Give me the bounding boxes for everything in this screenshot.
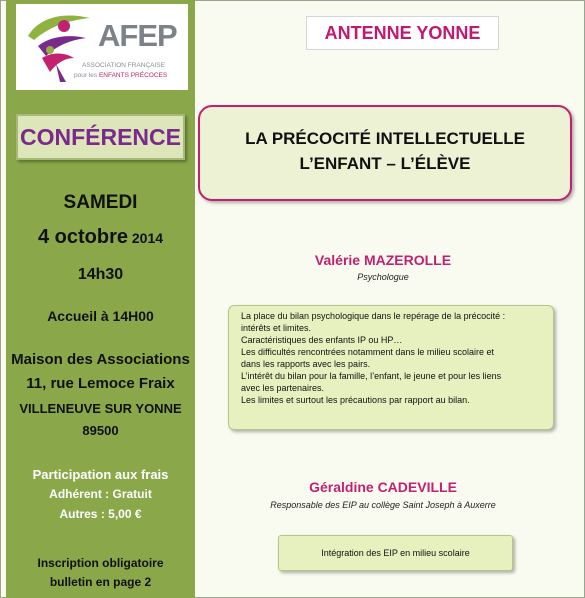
event-time: 14h30 (77, 266, 124, 283)
speaker-1-role: Psychologue (357, 272, 409, 282)
event-day: SAMEDI (63, 192, 138, 213)
left-sidebar (6, 0, 195, 598)
speaker-2-name: Géraldine CADEVILLE (309, 479, 457, 495)
event-year: 2014 (127, 230, 164, 246)
event-date-main: 4 octobre (37, 226, 128, 248)
antenne-label: ANTENNE YONNE (306, 16, 499, 50)
logo-subtitle-2 (74, 72, 167, 79)
speaker-2-role: Responsable des EIP au collège Saint Joseph à Auxerre (270, 500, 496, 510)
logo-subtitle-prefix: pour les (74, 72, 99, 79)
fees-title: Participation aux frais (32, 467, 169, 482)
conference-banner: CONFÉRENCE (16, 114, 185, 160)
fees-member: Adhérent : Gratuit (49, 487, 152, 501)
registration-note: Inscription obligatoire (37, 556, 164, 570)
afep-logo (16, 4, 188, 90)
topic-line: L’intérêt du bilan pour la famille, l’enfant, le jeune et pour les liens (241, 371, 502, 381)
fees-other: Autres : 5,00 € (59, 507, 142, 521)
speaker-2-talk-box: Intégration des EIP en milieu scolaire (278, 535, 513, 571)
topic-line: avec les partenaires. (241, 383, 325, 393)
topic-line: La place du bilan psychologique dans le repérage de la précocité : (241, 311, 506, 321)
logo-subtitle-1: ASSOCIATION FRANÇAISE (82, 62, 165, 69)
topic-line: Les limites et surtout les précautions par rapport au bilan. (241, 395, 470, 405)
venue-street: 11, rue Lemoce Fraix (26, 375, 175, 392)
logo-wordmark: AFEP (98, 18, 177, 53)
venue-postcode: 89500 (82, 423, 119, 438)
speaker-1-topics-box (228, 305, 554, 430)
title-line-2: L’ENFANT – L’ÉLÈVE (299, 154, 471, 173)
event-date (6, 226, 195, 249)
venue-city: VILLENEUVE SUR YONNE (19, 401, 182, 416)
venue-name: Maison des Associations (11, 351, 190, 368)
topic-line: Caractéristiques des enfants IP ou HP… (241, 335, 403, 345)
topic-line: dans les rapports avec les pairs. (241, 359, 371, 369)
form-reference: bulletin en page 2 (49, 575, 152, 589)
title-line-1: LA PRÉCOCITÉ INTELLECTUELLE (245, 129, 525, 148)
welcome-time: Accueil à 14H00 (47, 308, 154, 324)
topic-line: intérêts et limites. (241, 323, 312, 333)
speaker-1-name: Valérie MAZEROLLE (314, 252, 452, 268)
logo-subtitle-highlight: ENFANTS PRÉCOCES (98, 72, 168, 79)
conference-title-box (198, 105, 572, 201)
topic-line: Les difficultés rencontrées notamment dans le milieu scolaire et (241, 347, 494, 357)
